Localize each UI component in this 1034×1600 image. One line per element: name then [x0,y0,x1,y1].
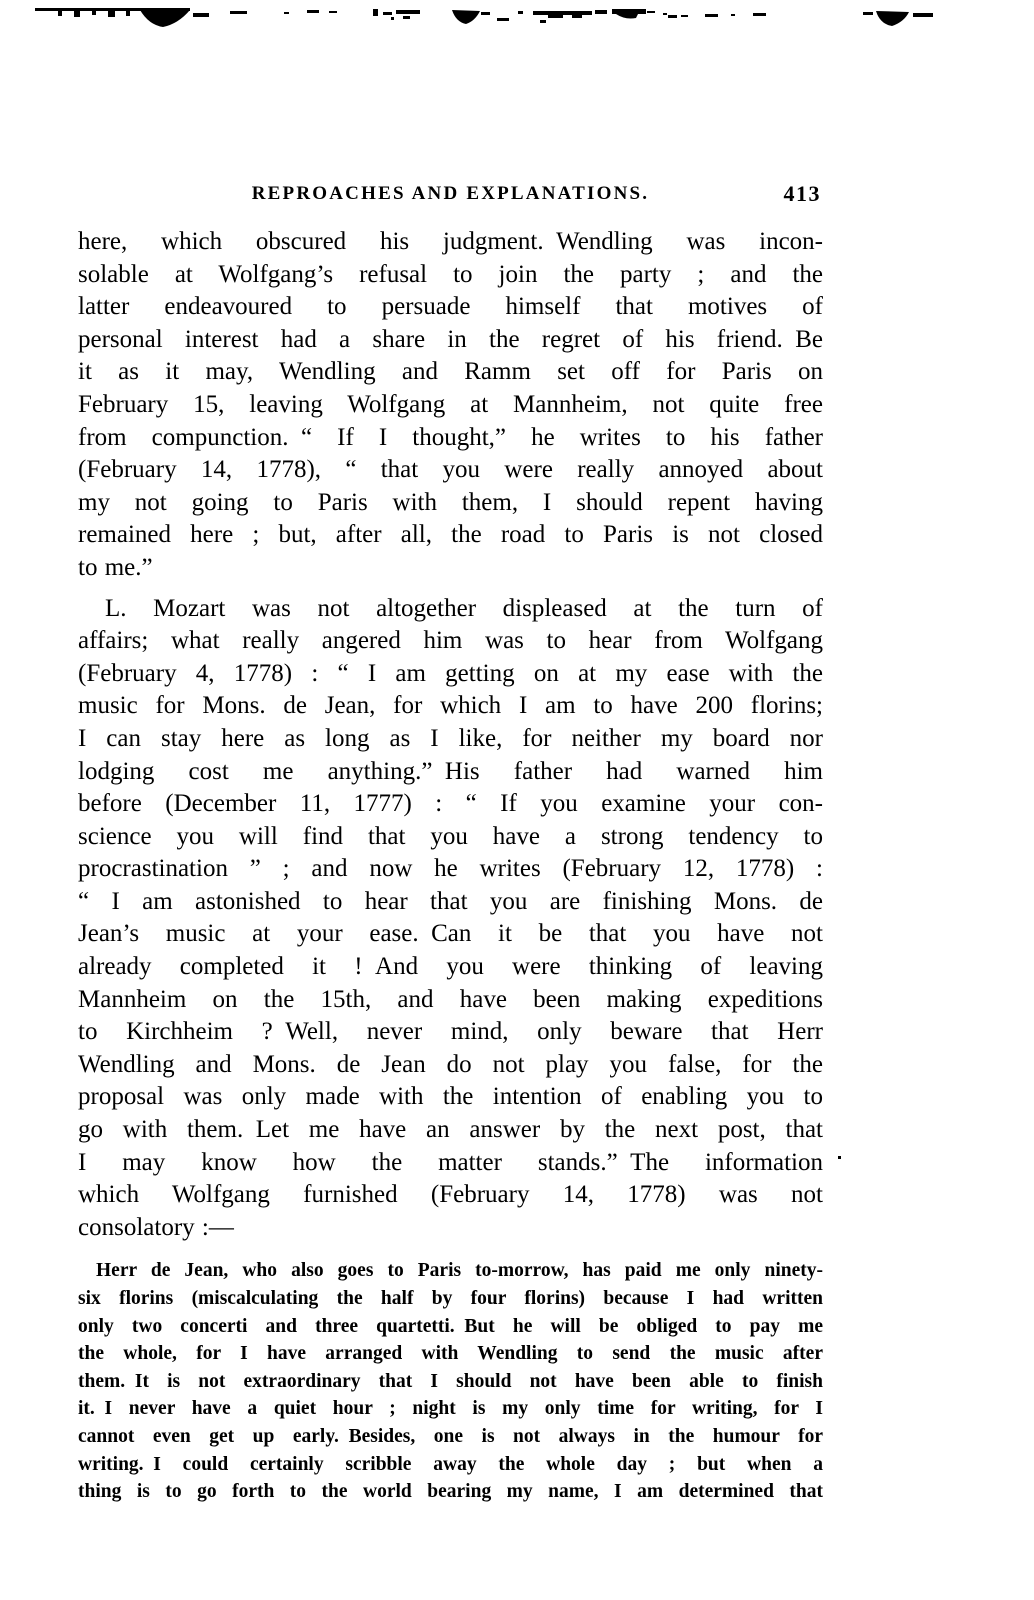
paragraph-1 [78,226,823,585]
text-line: thing is to go forth to the world bearing my name, I am determined that [78,1481,823,1503]
text-line: my not going to Paris with them, I should repent having [78,488,823,516]
text-line: writing. I could certainly scribble away the whole day ; but when a [78,1453,823,1475]
text-line: solable at Wolfgang’s refusal to join the party ; and the [78,260,823,288]
letter-excerpt [78,1257,823,1505]
text-line: only two concerti and three quartetti. But he will be obliged to pay me [78,1315,823,1337]
text-line: consolatory :— [78,1213,234,1241]
text-line: six florins (miscalculating the half by four florins) because I had written [78,1288,823,1309]
paragraph-2 [78,593,823,1245]
text-line: (February 4, 1778) : “ I am getting on at my ease with the [78,659,823,687]
text-line: procrastination ” ; and now he writes (February 12, 1778) : [78,855,823,883]
text-line: it as it may, Wendling and Ramm set off for Paris on [78,358,823,386]
text-line: personal interest had a share in the regret of his friend. Be [78,325,823,353]
text-line: cannot even get up early. Besides, one is not always in the humour for [78,1425,823,1447]
text-line: here, which obscured his judgment. Wendling was incon- [78,228,823,255]
text-line: proposal was only made with the intention of enabling you to [78,1083,823,1111]
text-line: go with them. Let me have an answer by the next post, that [78,1116,823,1144]
page-number: 413 [783,181,821,206]
text-line: Jean’s music at your ease. Can it be that you have not [78,920,823,948]
text-line: Herr de Jean, who also goes to Paris to-morrow, has paid me only ninety- [96,1260,823,1282]
text-line: which Wolfgang furnished (February 14, 1778) was not [78,1181,823,1209]
text-line: latter endeavoured to persuade himself that motives of [78,293,823,321]
text-line: “ I am astonished to hear that you are finishing Mons. de [78,887,823,915]
scan-speck [838,1156,841,1159]
text-line: it. I never have a quiet hour ; night is my only time for writing, for I [78,1398,823,1420]
text-line: affairs; what really angered him was to hear from Wolfgang [78,627,823,655]
running-head [78,181,823,209]
text-line: L. Mozart was not altogether displeased at the turn of [105,594,823,622]
text-line: Wendling and Mons. de Jean do not play you false, for the [78,1050,823,1078]
running-head-title: REPROACHES AND EXPLANATIONS. [251,183,650,204]
text-line: music for Mons. de Jean, for which I am to have 200 florins; [78,692,823,720]
text-line: remained here ; but, after all, the road to Paris is not closed [78,521,823,549]
scan-artifact-top [0,0,1034,40]
text-line: Mannheim on the 15th, and have been making expeditions [78,985,823,1013]
text-line: (February 14, 1778), “ that you were really annoyed about [78,456,823,484]
text-line: to me.” [78,553,153,581]
text-line: them. It is not extraordinary that I should not have been able to finish [78,1370,823,1392]
text-line: February 15, leaving Wolfgang at Mannheim, not quite free [78,390,823,418]
text-line: science you will find that you have a strong tendency to [78,822,823,850]
text-line: I may know how the matter stands.” The information [78,1148,823,1176]
text-line: to Kirchheim ? Well, never mind, only beware that Herr [78,1018,823,1046]
text-column [78,226,823,1506]
text-line: lodging cost me anything.” His father had warned him [78,757,823,785]
text-line: the whole, for I have arranged with Wendling to send the music after [78,1343,823,1365]
text-line: already completed it ! And you were thinking of leaving [78,953,823,981]
text-line: from compunction. “ If I thought,” he writes to his father [78,423,823,451]
text-line: I can stay here as long as I like, for neither my board nor [78,724,823,752]
text-line: before (December 11, 1777) : “ If you examine your con- [78,790,823,818]
